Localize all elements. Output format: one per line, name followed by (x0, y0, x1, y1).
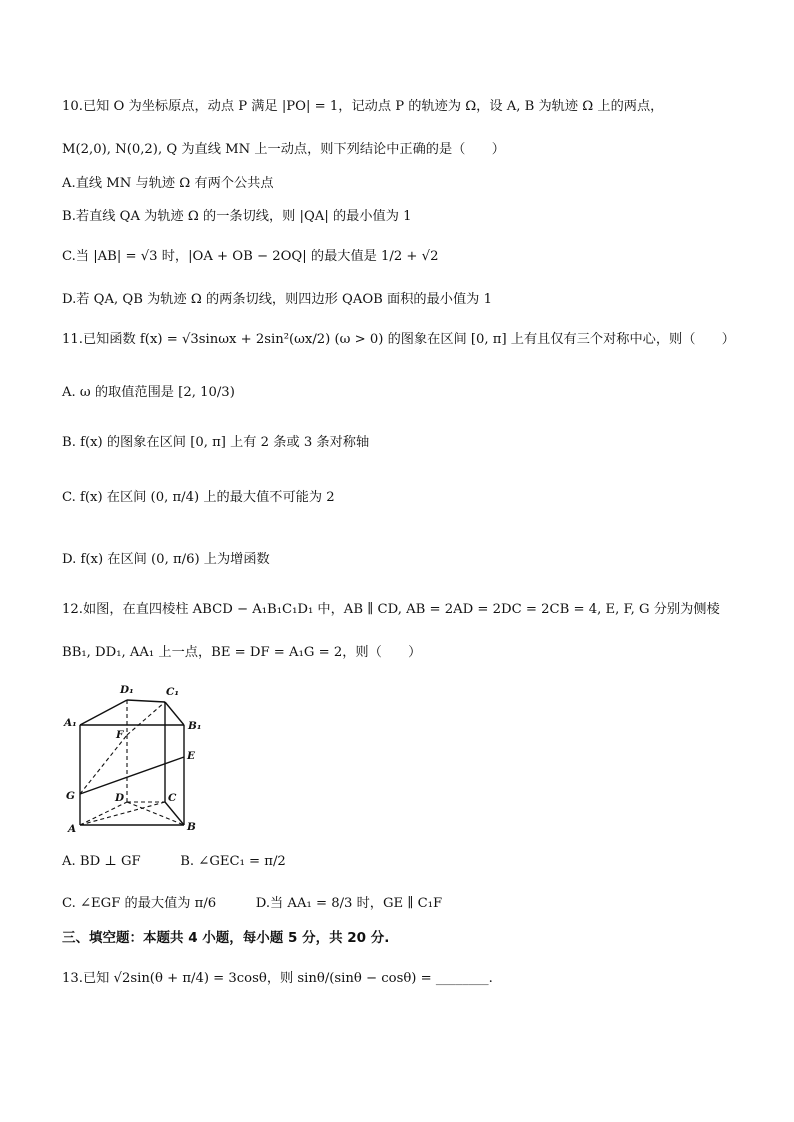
q12-line1: 12.如图，在直四棱柱 ABCD − A₁B₁C₁D₁ 中，AB ∥ CD, AB = 2AD = 2DC = 2CB = 4, E, F, G 分别为侧棱 (62, 602, 720, 617)
label-c: C (168, 792, 177, 804)
edge-d1-c1 (127, 700, 165, 702)
segment-d-b (127, 802, 184, 825)
q12-options-cd: C. ∠EGF 的最大值为 π/6 D.当 AA₁ = 8/3 时，GE ∥ C₁F (62, 896, 443, 911)
label-a1: A₁ (64, 717, 77, 729)
q12-line2: BB₁, DD₁, AA₁ 上一点，BE = DF = A₁G = 2，则（ ） (62, 645, 422, 660)
q10-option-b: B.若直线 QA 为轨迹 Ω 的一条切线，则 |QA| 的最小值为 1 (62, 209, 412, 224)
q10-line2: M(2,0), N(0,2), Q 为直线 MN 上一动点，则下列结论中正确的是（ ） (62, 142, 505, 157)
q11-option-a: A. ω 的取值范围是 [2, 10/3) (62, 385, 235, 400)
label-d: D (115, 792, 125, 804)
q10-line1: 10.已知 O 为坐标原点，动点 P 满足 |PO| = 1，记动点 P 的轨迹为 Ω，设 A, B 为轨迹 Ω 上的两点， (62, 99, 664, 114)
label-b: B (187, 821, 196, 833)
label-c1: C₁ (166, 686, 179, 698)
label-g: G (66, 790, 75, 802)
q11-stem: 11.已知函数 f(x) = √3sinωx + 2sin²(ωx/2) (ω > 0) 的图象在区间 [0, π] 上有且仅有三个对称中心，则（ ） (62, 332, 735, 347)
label-f: F (116, 729, 124, 741)
q10-option-a: A.直线 MN 与轨迹 Ω 有两个公共点 (62, 176, 274, 191)
segment-a-c (80, 802, 165, 825)
section-3-heading: 三、填空题：本题共 4 小题，每小题 5 分，共 20 分. (62, 930, 390, 946)
segment-f-c1 (127, 702, 165, 735)
segment-g-e (80, 757, 184, 794)
q10-option-c: C.当 |AB| = √3 时，|OA + OB − 2OQ| 的最大值是 1/2 + √2 (62, 249, 439, 264)
label-b1: B₁ (188, 720, 202, 732)
edge-c1-b1 (165, 702, 184, 725)
q11-option-b: B. f(x) 的图象在区间 [0, π] 上有 2 条或 3 条对称轴 (62, 435, 370, 450)
label-a: A (68, 823, 77, 835)
prism-diagram (62, 675, 212, 835)
q11-option-c: C. f(x) 在区间 (0, π/4) 上的最大值不可能为 2 (62, 490, 335, 505)
q11-option-d: D. f(x) 在区间 (0, π/6) 上为增函数 (62, 552, 270, 567)
q10-option-d: D.若 QA, QB 为轨迹 Ω 的两条切线，则四边形 QAOB 面积的最小值为 1 (62, 292, 492, 307)
prism-figure (62, 675, 212, 835)
edge-a1-d1 (80, 700, 127, 725)
label-d1: D₁ (120, 684, 134, 696)
edge-a-d (80, 802, 127, 825)
q13-stem: 13.已知 √2sin(θ + π/4) = 3cosθ，则 sinθ/(sinθ − cosθ) = ________. (62, 971, 493, 986)
label-e: E (187, 750, 196, 762)
q12-options-ab: A. BD ⊥ GF B. ∠GEC₁ = π/2 (62, 854, 286, 869)
